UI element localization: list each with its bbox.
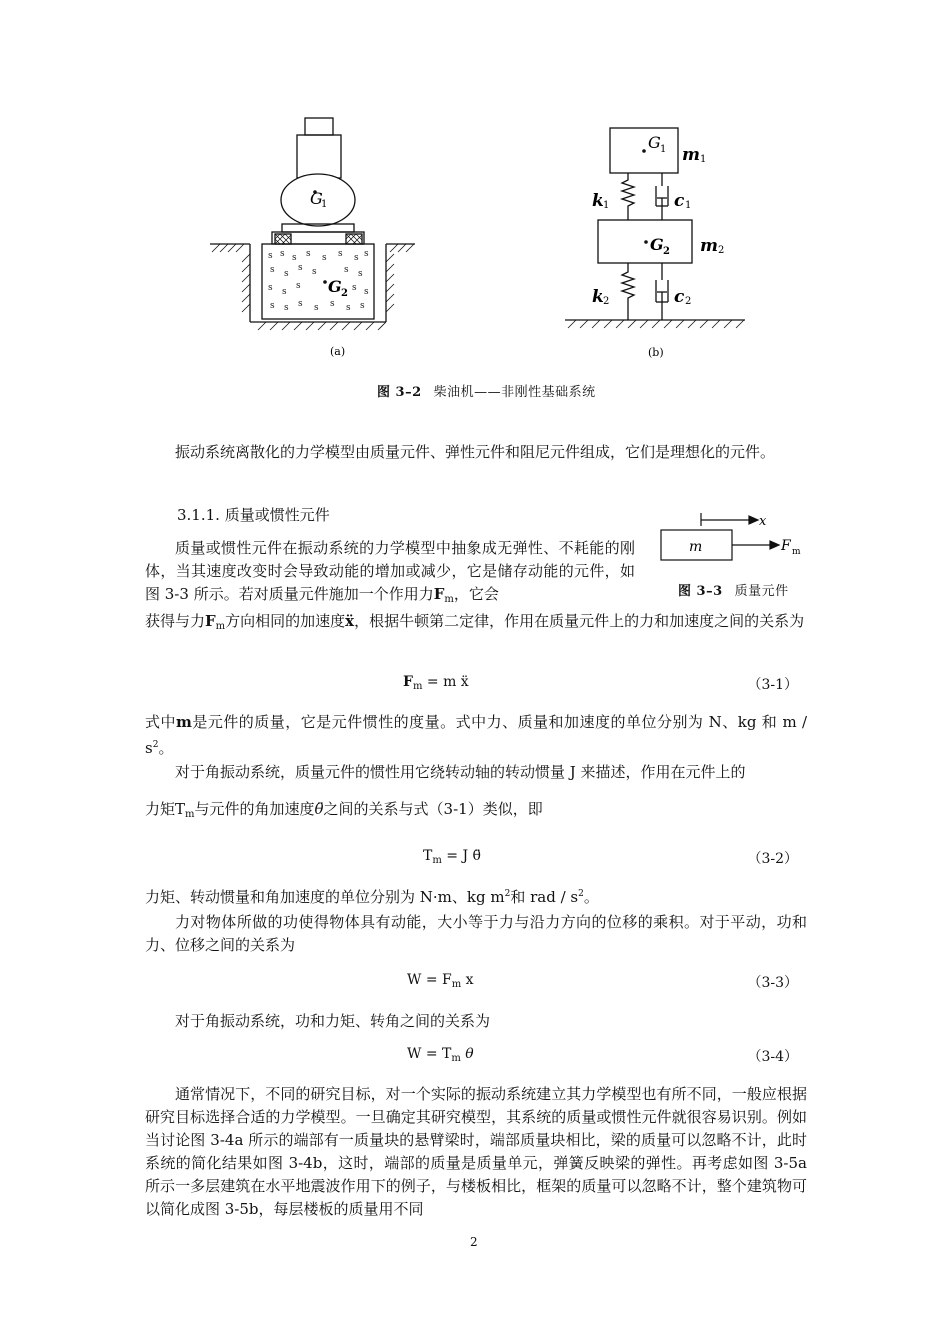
svg-text:2: 2 xyxy=(718,245,725,256)
svg-text:s: s xyxy=(270,265,275,275)
svg-text:s: s xyxy=(358,269,363,279)
mass-paragraph-1: 质量或惯性元件在振动系统的力学模型中抽象成无弹性、不耗能的刚体，当其速度改变时会导致动能的增加或减少，它是储存动能的元件，如图 3-3 所示。若对质量元件施加一个作用力$F_m$，它会 xyxy=(145,539,635,605)
svg-text:s: s xyxy=(360,301,365,311)
svg-text:s: s xyxy=(296,281,301,291)
svg-text:s: s xyxy=(280,249,285,259)
svg-text:s: s xyxy=(364,249,369,259)
angular-paragraph-2: 力矩$T_m$与元件的角加速度θ̈之间的关系与式（3-1）类似，即 xyxy=(145,800,543,820)
svg-text:s: s xyxy=(354,253,359,263)
g1-label-a: G xyxy=(310,189,323,208)
svg-text:2: 2 xyxy=(603,296,610,307)
svg-text:2: 2 xyxy=(685,296,692,307)
g1-label-b: G xyxy=(648,133,661,152)
m1-label: m xyxy=(682,145,700,165)
units-paragraph: 力矩、转动惯量和角加速度的单位分别为 N·m、kg $m^2$和 rad / $s^2$。 xyxy=(145,888,599,906)
angular-paragraph-1: 对于角振动系统，质量元件的惯性用它绕转动轴的转动惯量 J 来描述，作用在元件上的 xyxy=(175,763,746,781)
svg-text:s: s xyxy=(322,253,327,263)
svg-text:s: s xyxy=(338,249,343,259)
figure-3-3-caption: 图 3–3 质量元件 xyxy=(678,584,789,599)
svg-text:s: s xyxy=(314,303,319,313)
svg-text:s: s xyxy=(268,251,273,261)
svg-text:s: s xyxy=(352,283,357,293)
figure-label-a: (a) xyxy=(330,345,346,358)
svg-text:s: s xyxy=(292,253,297,263)
equation-3-3: $W = F_m$ x xyxy=(407,972,474,990)
svg-text:s: s xyxy=(346,303,351,313)
svg-text:m: m xyxy=(792,547,801,557)
svg-text:1: 1 xyxy=(685,200,692,211)
figure-3-2b xyxy=(560,120,760,365)
section-heading: 3.1.1. 质量或惯性元件 xyxy=(177,506,330,524)
x-label: x xyxy=(759,514,767,529)
mass-paragraph-2: 获得与力$F_m$方向相同的加速度ẍ，根据牛顿第二定律，作用在质量元件上的力和加速度之间的关系为 xyxy=(145,612,805,632)
g2-label-a: G xyxy=(328,277,342,296)
svg-text:1: 1 xyxy=(321,199,328,210)
m2-label: m xyxy=(700,236,718,256)
figure-3-2-caption: 图 3–2 柴油机——非刚性基础系统 xyxy=(377,385,596,400)
svg-text:s: s xyxy=(312,267,317,277)
svg-text:s: s xyxy=(306,249,311,259)
svg-text:1: 1 xyxy=(603,200,610,211)
g2-label-b: G xyxy=(650,235,664,254)
force-label: F xyxy=(781,538,791,554)
svg-text:s: s xyxy=(298,263,303,273)
svg-text:2: 2 xyxy=(341,288,348,299)
paragraph-after-3-1: 式中m是元件的质量，它是元件惯性的度量。式中力、质量和加速度的单位分别为 N、kg 和 m / $s^2$。 xyxy=(145,713,807,757)
work-paragraph-2: 对于角振动系统，功和力矩、转角之间的关系为 xyxy=(175,1012,491,1030)
figure-3-2a xyxy=(200,110,420,365)
svg-text:s: s xyxy=(330,299,335,309)
equation-3-3-number: （3-3） xyxy=(747,975,798,991)
equation-3-1: $F_m = m$ ẍ xyxy=(403,674,469,692)
svg-text:1: 1 xyxy=(700,154,707,165)
page-number: 2 xyxy=(470,1235,478,1249)
svg-text:2: 2 xyxy=(663,246,670,257)
svg-text:s: s xyxy=(284,269,289,279)
equation-3-1-number: （3-1） xyxy=(747,677,798,693)
equation-3-2-number: （3-2） xyxy=(747,851,798,867)
svg-text:s: s xyxy=(284,303,289,313)
c2-label: c xyxy=(674,287,685,307)
svg-text:s: s xyxy=(282,287,287,297)
svg-text:1: 1 xyxy=(660,144,667,155)
mass-label: m xyxy=(689,539,703,555)
intro-paragraph: 振动系统离散化的力学模型由质量元件、弹性元件和阻尼元件组成，它们是理想化的元件。 xyxy=(175,443,776,461)
final-paragraph: 通常情况下，不同的研究目标，对一个实际的振动系统建立其力学模型也有所不同，一般应根据研究目标选择合适的力学模型。一旦确定其研究模型，其系统的质量或惯性元件就很容易识别。例如当讨论图 3-4a 所示的端部有一质量块的悬臂梁时，端部质量块相比，梁的质量可以忽略不计，此时系统的简化结果如图 3-4b，这时，端部的质量是质量单元，弹簧反映梁的弹性。再考虑如图 3-5a 所示一多层建筑在水平地震波作用下的例子，与楼板相比，框架的质量可以忽略不计，整个建筑物可以简化成图 3-5b，每层楼板的质量用不同 xyxy=(145,1085,807,1218)
equation-3-2: $T_m = J$ θ̈ xyxy=(423,848,481,866)
svg-text:s: s xyxy=(364,287,369,297)
equation-3-4-number: （3-4） xyxy=(747,1049,798,1065)
k1-label: k xyxy=(592,191,604,211)
svg-text:s: s xyxy=(298,299,303,309)
svg-text:s: s xyxy=(270,301,275,311)
equation-3-4: $W = T_m$ θ xyxy=(407,1046,474,1064)
c1-label: c xyxy=(674,191,685,211)
svg-text:s: s xyxy=(268,283,273,293)
work-paragraph-1: 力对物体所做的功使得物体具有动能，大小等于力与沿力方向的位移的乘积。对于平动，功和力、位移之间的关系为 xyxy=(145,913,807,954)
k2-label: k xyxy=(592,287,604,307)
figure-label-b: (b) xyxy=(648,346,664,359)
svg-text:s: s xyxy=(344,265,349,275)
